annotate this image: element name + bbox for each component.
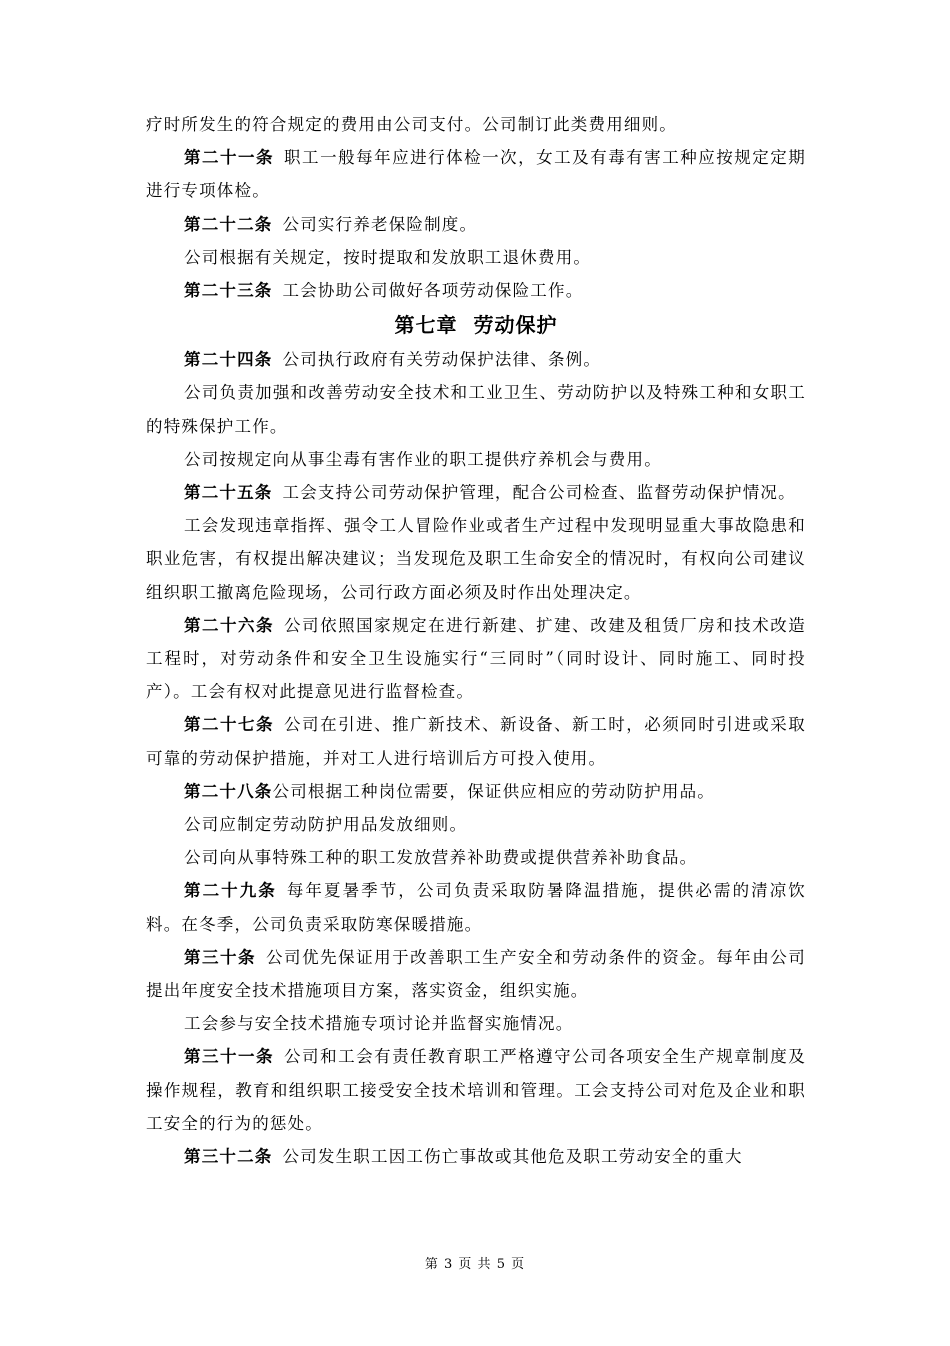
- article-28: [146, 775, 806, 808]
- article-number: 第二十八条: [184, 781, 273, 801]
- article-number: 第三十一条: [184, 1047, 275, 1067]
- paragraph: [146, 808, 806, 841]
- paragraph-text: 公司负责加强和改善劳动安全技术和工业卫生、劳动防护以及特殊工种和女职工的特殊保护工作。: [146, 383, 806, 436]
- article-27: [146, 708, 806, 774]
- article-number: 第二十四条: [184, 350, 273, 370]
- article-number: 第二十六条: [184, 615, 275, 635]
- page-footer: 第 3 页 共 5 页: [424, 1257, 526, 1272]
- article-22: [146, 208, 806, 241]
- paragraph: [146, 443, 806, 476]
- article-32: [146, 1140, 806, 1173]
- article-30: [146, 941, 806, 1007]
- article-text: 公司优先保证用于改善职工生产安全和劳动条件的资金。每年由公司提出年度安全技术措施项目方案，落实资金，组织实施。: [146, 947, 806, 1001]
- article-text: 公司依照国家规定在进行新建、扩建、改建及租赁厂房和技术改造工程时，对劳动条件和安全卫生设施实行“三同时”（同时设计、同时施工、同时投产）。工会有权对此提意见进行监督检查。: [146, 615, 806, 702]
- article-21: [146, 141, 806, 207]
- article-number: 第二十三条: [184, 281, 273, 301]
- paragraph: [146, 108, 806, 141]
- paragraph: [146, 376, 806, 442]
- paragraph: [146, 241, 806, 274]
- article-text: 公司实行养老保险制度。: [282, 214, 478, 234]
- paragraph: [146, 509, 806, 609]
- paragraph-text: 疗时所发生的符合规定的费用由公司支付。公司制订此类费用细则。: [146, 115, 677, 134]
- paragraph: [146, 1007, 806, 1040]
- article-24: [146, 343, 806, 376]
- article-number: 第三十条: [184, 947, 257, 967]
- article-text: 工会支持公司劳动保护管理，配合公司检查、监督劳动保护情况。: [282, 483, 796, 503]
- article-31: [146, 1040, 806, 1140]
- chapter-heading: 第七章 劳动保护: [394, 313, 558, 338]
- paragraph-text: 工会参与安全技术措施专项讨论并监督实施情况。: [184, 1014, 574, 1034]
- article-number: 第二十二条: [184, 214, 273, 234]
- article-text: 公司和工会有责任教育职工严格遵守公司各项安全生产规章制度及操作规程，教育和组织职工接受安全技术培训和管理。工会支持公司对危及企业和职工安全的行为的惩处。: [146, 1047, 806, 1133]
- article-text: 公司执行政府有关劳动保护法律、条例。: [282, 350, 602, 370]
- article-number: 第三十二条: [184, 1147, 273, 1167]
- article-text: 每年夏暑季节，公司负责采取防暑降温措施，提供必需的清凉饮料。在冬季，公司负责采取防寒保暖措施。: [146, 881, 806, 934]
- article-number: 第二十一条: [184, 148, 275, 168]
- article-text: 职工一般每年应进行体检一次，女工及有毒有害工种应按规定定期进行专项体检。: [146, 148, 806, 201]
- paragraph-text: 公司向从事特殊工种的职工发放营养补助费或提供营养补助食品。: [184, 848, 698, 868]
- article-text: 公司发生职工因工伤亡事故或其他危及职工劳动安全的重大: [282, 1147, 743, 1167]
- article-26: [146, 609, 806, 709]
- paragraph-text: 公司按规定向从事尘毒有害作业的职工提供疗养机会与费用。: [184, 449, 662, 469]
- document-body: [146, 108, 806, 1173]
- paragraph-text: 工会发现违章指挥、强令工人冒险作业或者生产过程中发现明显重大事故隐患和职业危害，有权提出解决建议；当发现危及职工生命安全的情况时，有权向公司建议组织职工撤离危险现场，公司行政方面必须及时作出处理决定。: [146, 516, 806, 602]
- paragraph-text: 公司根据有关规定，按时提取和发放职工退休费用。: [184, 247, 592, 267]
- paragraph: [146, 841, 806, 874]
- article-text: 公司根据工种岗位需要，保证供应相应的劳动防护用品。: [272, 781, 715, 801]
- article-25: [146, 476, 806, 509]
- article-number: 第二十七条: [184, 715, 275, 735]
- paragraph-text: 公司应制定劳动防护用品发放细则。: [184, 815, 468, 835]
- article-number: 第二十九条: [184, 881, 277, 901]
- article-29: [146, 874, 806, 940]
- article-number: 第二十五条: [184, 483, 273, 503]
- article-text: 工会协助公司做好各项劳动保险工作。: [282, 281, 584, 301]
- article-23: [146, 274, 806, 307]
- article-text: 公司在引进、推广新技术、新设备、新工时，必须同时引进或采取可靠的劳动保护措施，并对工人进行培训后方可投入使用。: [146, 715, 806, 768]
